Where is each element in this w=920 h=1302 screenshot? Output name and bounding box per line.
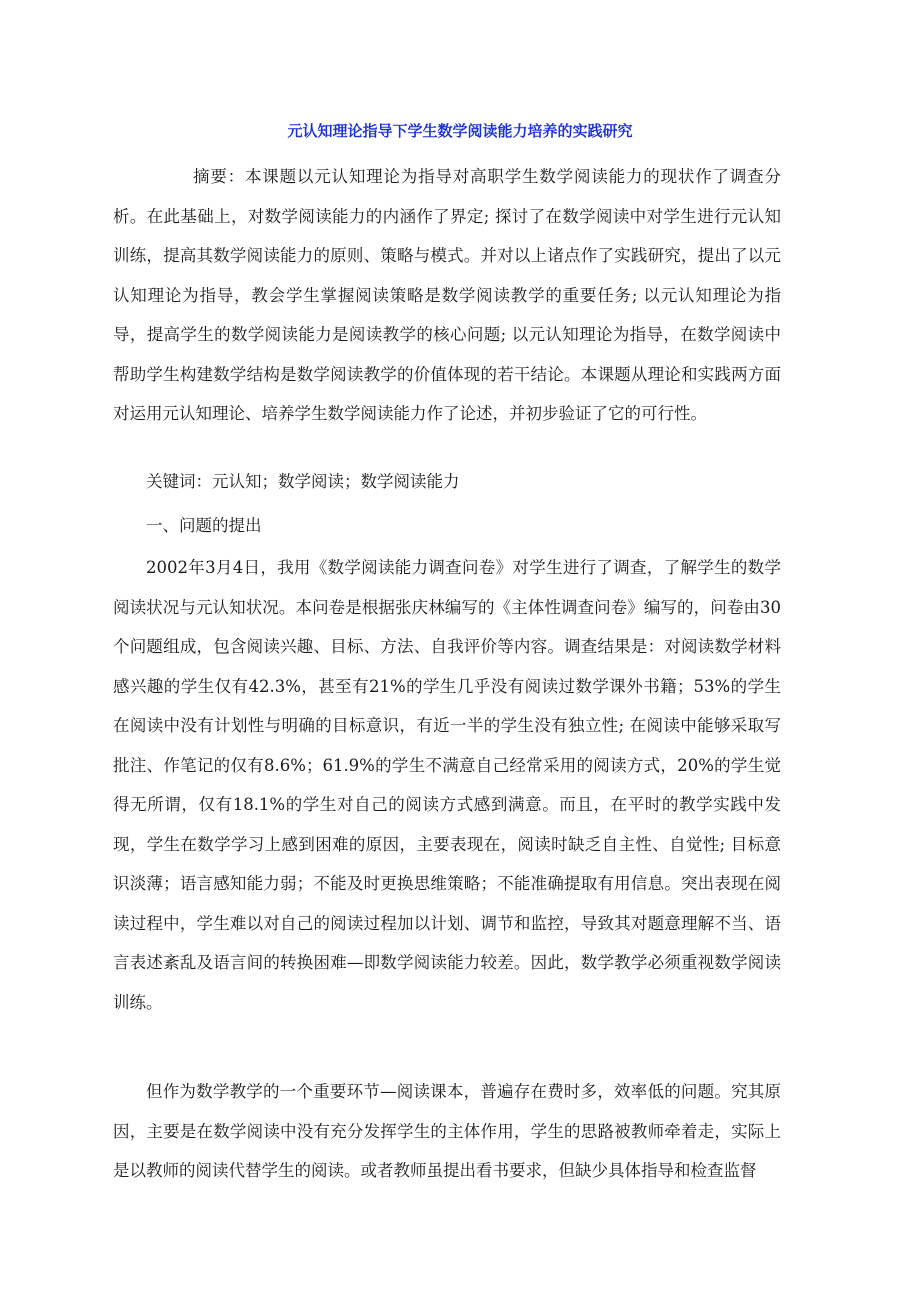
body-paragraph-1: 2002年3月4日，我用《数学阅读能力调查问卷》对学生进行了调查，了解学生的数学阅读状况与元认知状况。本问卷是根据张庆林编写的《主体性调查问卷》编写的，问卷由30个问题组成，包含阅读兴趣、目标、方法、自我评价等内容。调查结果是：对阅读数学材料感兴趣的学生仅有42.3%，甚至有21%的学生几乎没有阅读过数学课外书籍；53%的学生在阅读中没有计划性与明确的目标意识，有近一半的学生没有独立性; 在阅读中能够采取写批注、作笔记的仅有8.6%；61.9%的学生不满意自己经常采用的阅读方式，20%的学生觉得无所谓，仅有18.1%的学生对自己的阅读方式感到满意。而且，在平时的教学实践中发现，学生在数学学习上感到困难的原因，主要表现在，阅读时缺乏自主性、自觉性; 目标意识淡薄；语言感知能力弱；不能及时更换思维策略；不能准确提取有用信息。突出表现在阅读过程中，学生难以对自己的阅读过程加以计划、调节和监控，导致其对题意理解不当、语言表述紊乱及语言间的转换困难—即数学阅读能力较差。因此，数学教学必须重视数学阅读训练。 [113,558,781,1012]
document-title: 元认知理论指导下学生数学阅读能力培养的实践研究 [287,122,633,140]
abstract-paragraph: 摘要：本课题以元认知理论为指导对高职学生数学阅读能力的现状作了调查分析。在此基础上，对数学阅读能力的内涵作了界定; 探讨了在数学阅读中对学生进行元认知训练，提高其数学阅读能力的原则、策略与模式。并对以上诸点作了实践研究，提出了以元认知理论为指导，教会学生掌握阅读策略是数学阅读教学的重要任务; 以元认知理论为指导，提高学生的数学阅读能力是阅读教学的核心问题; 以元认知理论为指导，在数学阅读中帮助学生构建数学结构是数学阅读教学的价值体现的若干结论。本课题从理论和实践两方面对运用元认知理论、培养学生数学阅读能力作了论述，并初步验证了它的可行性。 [113,167,781,423]
body-paragraph-2: 但作为数学教学的一个重要环节—阅读课本，普遍存在费时多，效率低的问题。究其原因，主要是在数学阅读中没有充分发挥学生的主体作用，学生的思路被教师牵着走，实际上是以教师的阅读代替学生的阅读。或者教师虽提出看书要求，但缺少具体指导和检查监督 [113,1082,781,1180]
section-heading: 一、问题的提出 [146,516,262,535]
keywords-line: 关键词：元认知；数学阅读；数学阅读能力 [146,472,460,491]
